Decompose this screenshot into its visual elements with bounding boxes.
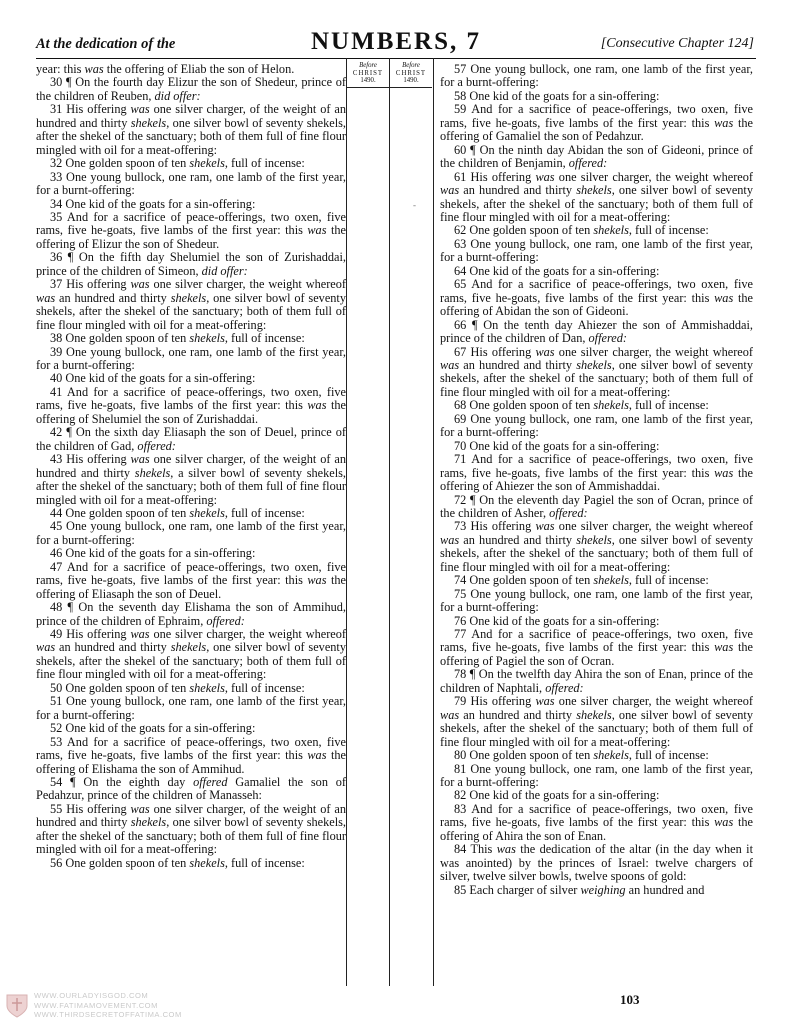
margin-note-left (347, 62, 389, 88)
verse: 47 And for a sacrifice of peace-offerings, two oxen, five rams, five he-goats, five lambs of the first year: this was the offering of Eliasaph the son of Deuel. (36, 559, 346, 601)
verse: 70 One kid of the goats for a sin-offering: (454, 438, 660, 453)
verse: 77 And for a sacrifice of peace-offerings, two oxen, five rams, five he-goats, five lambs of the first year: this was the offering of Pagiel the son of Ocran. (440, 627, 753, 668)
verse: 33 One young bullock, one ram, one lamb of the first year, for a burnt-offering: (36, 169, 346, 198)
watermark-lines (34, 991, 182, 1020)
margin-note-right (390, 62, 432, 88)
watermark-line-1: WWW.OURLADYISGOD.COM (34, 991, 149, 1000)
verse: 39 One young bullock, one ram, one lamb of the first year, for a burnt-offering: (36, 344, 346, 372)
verse: 72 ¶ On the eleventh day Pagiel the son of Ocran, prince of the children of Asher, offered: (440, 492, 753, 520)
verse: 78 ¶ On the twelfth day Ahira the son of Enan, prince of the children of Naphtali, offered: (440, 667, 753, 695)
center-margin (346, 58, 434, 986)
margin-note-left-line3: 1490. (347, 77, 389, 88)
verse: 54 ¶ On the eighth day offered Gamaliel the son of Pedahzur, prince of the children of Manasseh: (36, 775, 346, 803)
verse: 52 One kid of the goats for a sin-offering: (50, 721, 256, 736)
verse: 53 And for a sacrifice of peace-offerings, two oxen, five rams, five he-goats, five lambs of the first year: this was the offering of Elishama the son of Ammihud. (36, 734, 346, 776)
margin-note-right-line3: 1490. (390, 77, 432, 88)
page-number: 103 (620, 992, 640, 1007)
verse: 55 His offering was one silver charger, of the weight of an hundred and thirty shekels, one silver bowl of seventy shekels, after the shekel of the sanctuary; both of them full of fine flour mingled with oil for a meat-offering: (36, 801, 346, 857)
verse: 49 His offering was one silver charger, the weight whereof was an hundred and thirty shekels, one silver bowl of seventy shekels, after the shekel of the sanctuary; both of them full of fine flour mingled with oil for a meat-offering: (36, 627, 346, 682)
verse: 66 ¶ On the tenth day Ahiezer the son of Ammishaddai, prince of the children of Dan, offered: (440, 317, 753, 346)
watermark-line-2: WWW.FATIMAMOVEMENT.COM (34, 1000, 158, 1010)
verse: 71 And for a sacrifice of peace-offerings, two oxen, five rams, five he-goats, five lambs of the first year: this was the offering of Ahiezer the son of Ammishaddai. (440, 452, 753, 494)
verse: 43 His offering was one silver charger, of the weight of an hundred and thirty shekels, a silver bowl of seventy shekels, after the shekel of the sanctuary; both of them full of fine flour mingled with oil for a meat-offering: (36, 452, 346, 507)
verse: 84 This was the dedication of the altar (in the day when it was anointed) by the princes of Israel: twelve chargers of silver, twelve silver bowls, twelve spoons of gold: (440, 842, 753, 884)
margin-mark: ‐ (413, 200, 416, 210)
verse: 56 One golden spoon of ten shekels, full of incense: (50, 855, 305, 870)
margin-note-left-line1: Before (359, 62, 377, 69)
verse: 83 And for a sacrifice of peace-offerings, two oxen, five rams, five he-goats, five lambs of the first year: this was the offering of Ahira the son of Enan. (440, 801, 753, 843)
margin-note-left-line2: CHRIST (352, 69, 384, 77)
verse: 42 ¶ On the sixth day Eliasaph the son of Deuel, prince of the children of Gad, offered: (36, 425, 346, 453)
right-text-column (440, 63, 753, 985)
verse: 36 ¶ On the fifth day Shelumiel the son of Zurishaddai, prince of the children of Simeon, did offer: (36, 250, 346, 278)
watermark-line-3: WWW.THIRDSECRETOFFATIMA.COM (34, 1010, 182, 1020)
verse: 74 One golden spoon of ten shekels, full of incense: (454, 573, 709, 588)
running-header (36, 28, 756, 59)
left-text-column (36, 63, 346, 985)
verse: 80 One golden spoon of ten shekels, full of incense: (454, 748, 709, 763)
verse: 69 One young bullock, one ram, one lamb of the first year, for a burnt-offering: (440, 411, 753, 440)
verse: 68 One golden spoon of ten shekels, full of incense: (454, 398, 709, 413)
verse: 34 One kid of the goats for a sin-offering: (50, 196, 256, 211)
verse: 75 One young bullock, one ram, one lamb of the first year, for a burnt-offering: (440, 586, 753, 615)
verse: 60 ¶ On the ninth day Abidan the son of Gideoni, prince of the children of Benjamin, offered: (440, 142, 753, 171)
margin-divider (389, 58, 390, 986)
verse: year: this was the offering of Eliab the son of Helon. (36, 63, 295, 76)
verse: 45 One young bullock, one ram, one lamb of the first year, for a burnt-offering: (36, 519, 346, 547)
watermark-seal-icon (4, 992, 30, 1018)
verse: 85 Each charger of silver weighing an hundred and (454, 882, 705, 897)
verse: 30 ¶ On the fourth day Elizur the son of Shedeur, prince of the children of Reuben, did offer: (36, 75, 346, 103)
header-left: At the dedication of the (36, 36, 176, 52)
verse: 81 One young bullock, one ram, one lamb of the first year, for a burnt-offering: (440, 761, 753, 790)
verse: 51 One young bullock, one ram, one lamb of the first year, for a burnt-offering: (36, 694, 346, 722)
verse: 76 One kid of the goats for a sin-offering: (454, 613, 660, 628)
verse: 44 One golden spoon of ten shekels, full of incense: (50, 505, 305, 520)
verse: 32 One golden spoon of ten shekels, full of incense: (50, 156, 305, 171)
verse: 64 One kid of the goats for a sin-offering: (454, 263, 660, 278)
verse: 73 His offering was one silver charger, the weight whereof was an hundred and thirty shekels, one silver bowl of seventy shekels, after the shekel of the sanctuary; both of them full of fine flour mingled with oil for a meat-offering: (440, 519, 753, 574)
verse: 59 And for a sacrifice of peace-offerings, two oxen, five rams, five he-goats, five lambs of the first year: this was the offering of Gamaliel the son of Pedahzur. (440, 102, 753, 144)
verse: 82 One kid of the goats for a sin-offering: (454, 788, 660, 803)
verse: 41 And for a sacrifice of peace-offerings, two oxen, five rams, five he-goats, five lambs of the first year: this was the offering of Shelumiel the son of Zurishaddai. (36, 384, 346, 426)
verse: 67 His offering was one silver charger, the weight whereof was an hundred and thirty shekels, one silver bowl of seventy shekels, after the shekel of the sanctuary; both of them full of fine flour mingled with oil for a meat-offering: (440, 344, 753, 399)
margin-note-right-line2: CHRIST (395, 69, 427, 77)
verse: 61 His offering was one silver charger, the weight whereof was an hundred and thirty shekels, one silver bowl of seventy shekels, after the shekel of the sanctuary; both of them full of fine flour mingled with oil for a meat-offering: (440, 169, 753, 224)
verse: 50 One golden spoon of ten shekels, full of incense: (50, 680, 305, 695)
verse: 79 His offering was one silver charger, the weight whereof was an hundred and thirty shekels, one silver bowl of seventy shekels, after the shekel of the sanctuary; both of them full of fine flour mingled with oil for a meat-offering: (440, 694, 753, 749)
header-right: [Consecutive Chapter 124] (600, 36, 754, 51)
verse: 48 ¶ On the seventh day Elishama the son of Ammihud, prince of the children of Ephraim, offered: (36, 600, 346, 628)
verse: 58 One kid of the goats for a sin-offering: (454, 88, 660, 103)
verse: 57 One young bullock, one ram, one lamb of the first year, for a burnt-offering: (440, 63, 753, 90)
verse: 37 His offering was one silver charger, the weight whereof was an hundred and thirty shekels, one silver bowl of seventy shekels, after the shekel of the sanctuary; both of them full of fine flour mingled with oil for a meat-offering: (36, 277, 346, 332)
verse: 65 And for a sacrifice of peace-offerings, two oxen, five rams, five he-goats, five lambs of the first year: this was the offering of Abidan the son of Gideoni. (440, 277, 753, 319)
margin-note-right-line1: Before (402, 62, 420, 69)
verse: 62 One golden spoon of ten shekels, full of incense: (454, 223, 709, 238)
verse: 38 One golden spoon of ten shekels, full of incense: (50, 331, 305, 346)
verse: 63 One young bullock, one ram, one lamb of the first year, for a burnt-offering: (440, 236, 753, 265)
verse: 46 One kid of the goats for a sin-offering: (50, 546, 256, 561)
header-title: NUMBERS, 7 (310, 28, 481, 55)
verse: 31 His offering was one silver charger, of the weight of an hundred and thirty shekels, one silver bowl of seventy shekels, after the shekel of the sanctuary; both of them full of fine flour mingled with oil for a meat-offering: (36, 102, 346, 157)
verse: 35 And for a sacrifice of peace-offerings, two oxen, five rams, five he-goats, five lambs of the first year: this was the offering of Elizur the son of Shedeur. (36, 209, 346, 251)
watermark (4, 990, 304, 1022)
verse: 40 One kid of the goats for a sin-offering: (50, 371, 256, 386)
